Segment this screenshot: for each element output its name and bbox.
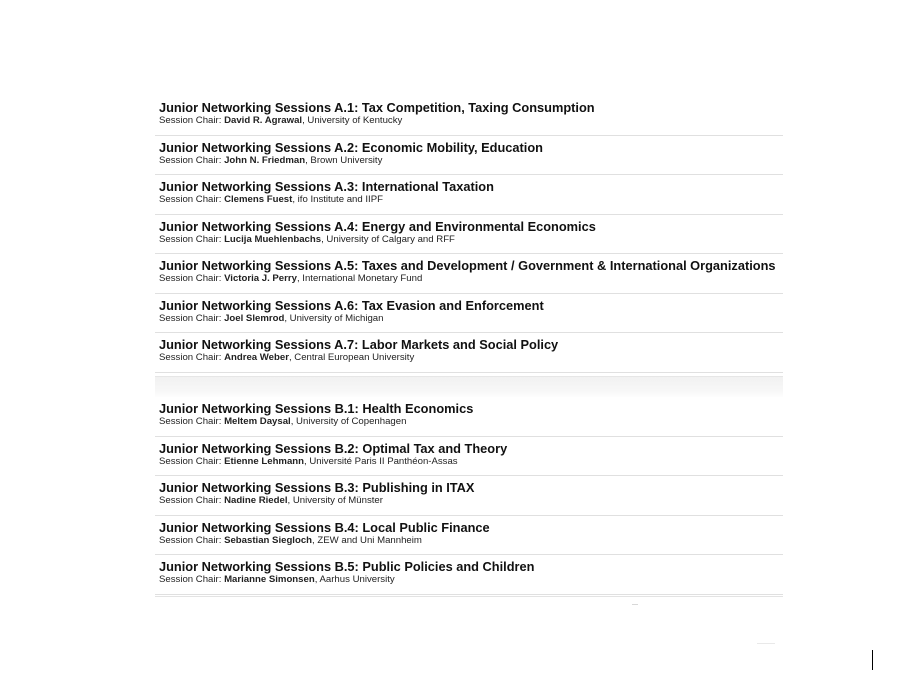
- session-title: Junior Networking Sessions A.7: Labor Markets and Social Policy: [159, 337, 559, 352]
- chair-affiliation: , University of Copenhagen: [290, 416, 407, 427]
- chair-prefix: Session Chair:: [159, 233, 225, 245]
- session-chair-line: [159, 416, 783, 428]
- chair-affiliation: , Central European University: [288, 352, 415, 363]
- chair-name: Nadine Riedel: [224, 495, 288, 506]
- chair-name: Meltem Daysal: [224, 416, 291, 427]
- chair-prefix: Session Chair:: [159, 312, 225, 324]
- text-cursor: [872, 650, 873, 670]
- session-title: Junior Networking Sessions B.5: Public Policies and Children: [159, 559, 535, 574]
- scan-artifact: [757, 643, 775, 644]
- chair-name: Lucija Muehlenbachs: [224, 233, 322, 245]
- chair-name: Victoria J. Perry: [224, 273, 297, 284]
- chair-affiliation: , Aarhus University: [314, 574, 395, 585]
- session-title: Junior Networking Sessions A.2: Economic Mobility, Education: [159, 139, 543, 155]
- session-row-b4[interactable]: [155, 516, 783, 556]
- chair-name: Joel Slemrod: [224, 312, 285, 324]
- chair-affiliation: , University of Kentucky: [302, 115, 403, 126]
- chair-name: David R. Agrawal: [224, 115, 303, 126]
- session-chair-line: [159, 273, 783, 285]
- session-chair-line: [159, 234, 783, 246]
- chair-name: John N. Friedman: [224, 154, 306, 166]
- session-title: Junior Networking Sessions B.3: Publishing in ITAX: [159, 480, 475, 495]
- session-chair-line: [159, 352, 783, 364]
- session-chair-line: [159, 313, 783, 325]
- chair-affiliation: , Université Paris II Panthéon-Assas: [304, 455, 458, 467]
- chair-affiliation: , University of Calgary and RFF: [321, 233, 455, 245]
- session-chair-line: [159, 535, 783, 547]
- session-row-a7[interactable]: [155, 333, 783, 373]
- session-title: Junior Networking Sessions A.3: International Taxation: [159, 179, 494, 194]
- chair-affiliation: , International Monetary Fund: [296, 273, 423, 284]
- chair-affiliation: , University of Münster: [287, 495, 383, 506]
- chair-name: Andrea Weber: [224, 352, 289, 363]
- chair-prefix: Session Chair:: [159, 273, 225, 284]
- session-title: Junior Networking Sessions B.2: Optimal Tax and Theory: [159, 440, 508, 456]
- session-chair-line: [159, 456, 783, 468]
- chair-affiliation: , ifo Institute and IIPF: [292, 194, 383, 205]
- session-chair-line: [159, 115, 783, 127]
- chair-name: Sebastian Siegloch: [224, 534, 313, 546]
- chair-prefix: Session Chair:: [159, 115, 225, 126]
- session-title: Junior Networking Sessions A.4: Energy and Environmental Economics: [159, 218, 596, 234]
- group-separator: [155, 376, 783, 399]
- chair-name: Marianne Simonsen: [224, 574, 315, 585]
- chair-prefix: Session Chair:: [159, 194, 225, 205]
- scan-artifact: [632, 604, 638, 605]
- chair-name: Etienne Lehmann: [224, 455, 305, 467]
- chair-prefix: Session Chair:: [159, 574, 225, 585]
- chair-affiliation: , University of Michigan: [284, 312, 384, 324]
- session-title: Junior Networking Sessions A.6: Tax Evasion and Enforcement: [159, 297, 544, 313]
- session-title: Junior Networking Sessions A.5: Taxes and Development / Government & International Organizations: [159, 258, 776, 273]
- chair-prefix: Session Chair:: [159, 495, 225, 506]
- chair-prefix: Session Chair:: [159, 416, 225, 427]
- session-chair-line: [159, 155, 783, 167]
- session-row-a5[interactable]: [155, 254, 783, 294]
- session-list-a: [155, 96, 783, 373]
- session-title: Junior Networking Sessions A.1: Tax Competition, Taxing Consumption: [159, 100, 595, 115]
- session-list-b: [155, 397, 783, 595]
- chair-prefix: Session Chair:: [159, 455, 225, 467]
- session-row-b2[interactable]: [155, 437, 783, 477]
- session-row-a4[interactable]: [155, 215, 783, 255]
- session-chair-line: [159, 574, 783, 586]
- session-row-a3[interactable]: [155, 175, 783, 215]
- session-title: Junior Networking Sessions B.1: Health Economics: [159, 401, 474, 416]
- session-row-a1[interactable]: [155, 96, 783, 136]
- session-row-b3[interactable]: [155, 476, 783, 516]
- session-chair-line: [159, 194, 783, 206]
- list-bottom-divider: [155, 596, 783, 597]
- session-row-a2[interactable]: [155, 136, 783, 176]
- session-row-a6[interactable]: [155, 294, 783, 334]
- chair-prefix: Session Chair:: [159, 534, 225, 546]
- chair-prefix: Session Chair:: [159, 352, 225, 363]
- chair-prefix: Session Chair:: [159, 154, 225, 166]
- session-row-b5[interactable]: [155, 555, 783, 595]
- session-row-b1[interactable]: [155, 397, 783, 437]
- chair-name: Clemens Fuest: [224, 194, 293, 205]
- chair-affiliation: , Brown University: [305, 154, 383, 166]
- session-chair-line: [159, 495, 783, 507]
- session-title: Junior Networking Sessions B.4: Local Public Finance: [159, 519, 490, 535]
- chair-affiliation: , ZEW and Uni Mannheim: [312, 534, 422, 546]
